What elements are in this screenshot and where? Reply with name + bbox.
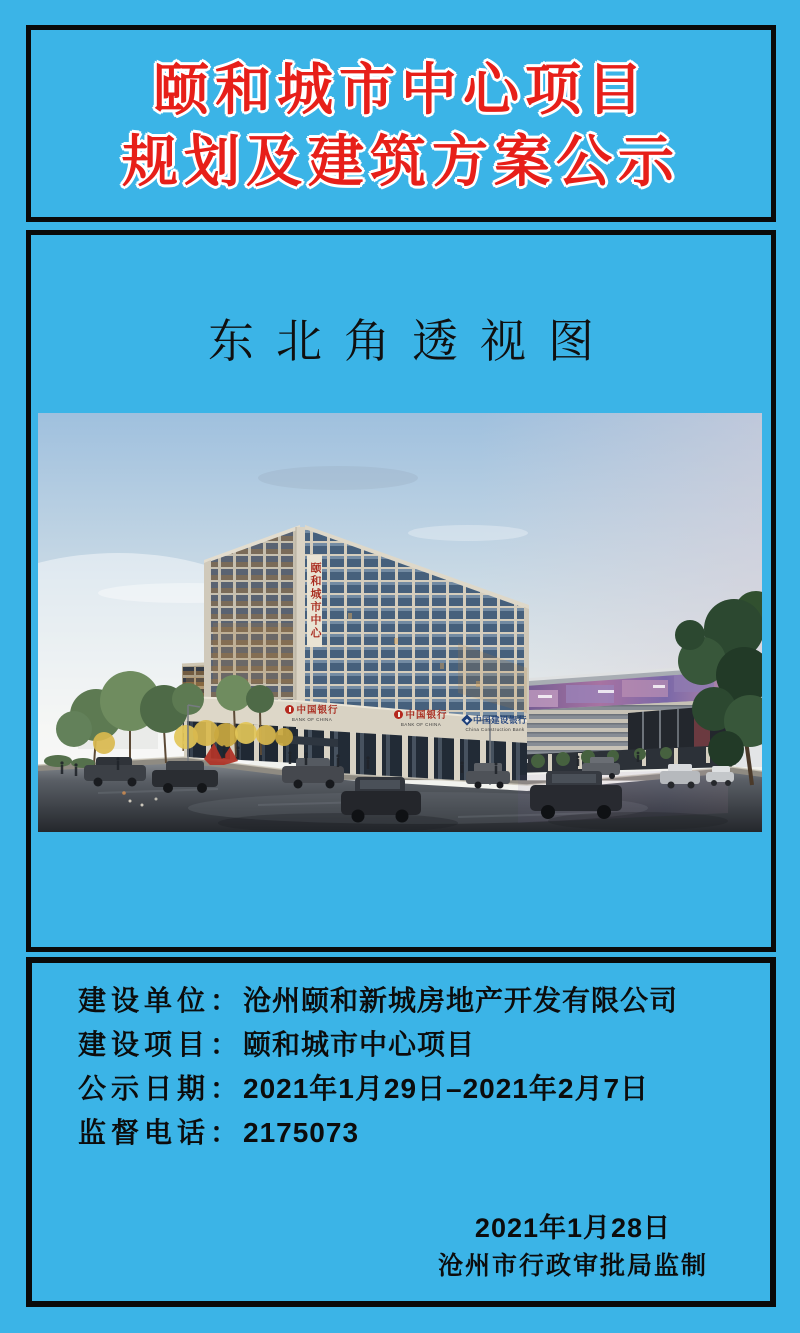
info-row-label: 公示日期： [78,1073,244,1104]
boc-logo-icon [394,710,403,719]
ccb-sign-en: China Construction Bank [465,727,525,732]
info-row-label: 监督电话： [78,1117,244,1148]
info-row-value: 2175073 [243,1117,360,1148]
info-row-project [78,1023,770,1067]
info-row-value: 颐和城市中心项目 [243,1029,476,1060]
ccb-logo-icon [461,714,472,725]
perspective-section [26,230,776,952]
info-row-builder [78,979,770,1023]
boc-sign-cn: 中国银行 [296,705,339,716]
boc-sign-2 [394,707,448,727]
boc-sign-cn: 中国银行 [405,710,448,721]
tower-sign-vertical: 颐和城市中心 [309,562,321,640]
info-section [26,957,776,1307]
info-row-value: 沧州颐和新城房地产开发有限公司 [243,985,679,1016]
issuer: 沧州市行政审批局监制 [437,1252,708,1280]
boc-sign-en: BANK OF CHINA [400,722,442,727]
info-row-publicity-period [78,1067,770,1111]
ccb-sign [465,714,528,732]
rendering-photo [38,413,762,832]
boc-sign-en: BANK OF CHINA [291,717,333,722]
project-title-line2: 规划及建筑方案公示 [122,130,680,193]
info-rows [32,963,770,1155]
info-row-label: 建设项目： [78,1029,244,1060]
project-title-line1: 颐和城市中心项目 [153,58,649,121]
title-section [26,25,776,222]
boc-logo-icon [285,705,294,714]
ccb-sign-cn: 中国建设银行 [473,715,528,725]
publish-date: 2021年1月28日 [474,1213,672,1243]
perspective-caption: 东北角透视图 [208,315,616,367]
boc-sign-1 [282,702,342,722]
info-row-value: 2021年1月29日–2021年2月7日 [243,1073,650,1104]
info-row-supervision-phone [78,1111,770,1155]
info-row-label: 建设单位： [78,985,244,1016]
issue-block [438,1209,708,1285]
rendering-scene [38,413,762,832]
